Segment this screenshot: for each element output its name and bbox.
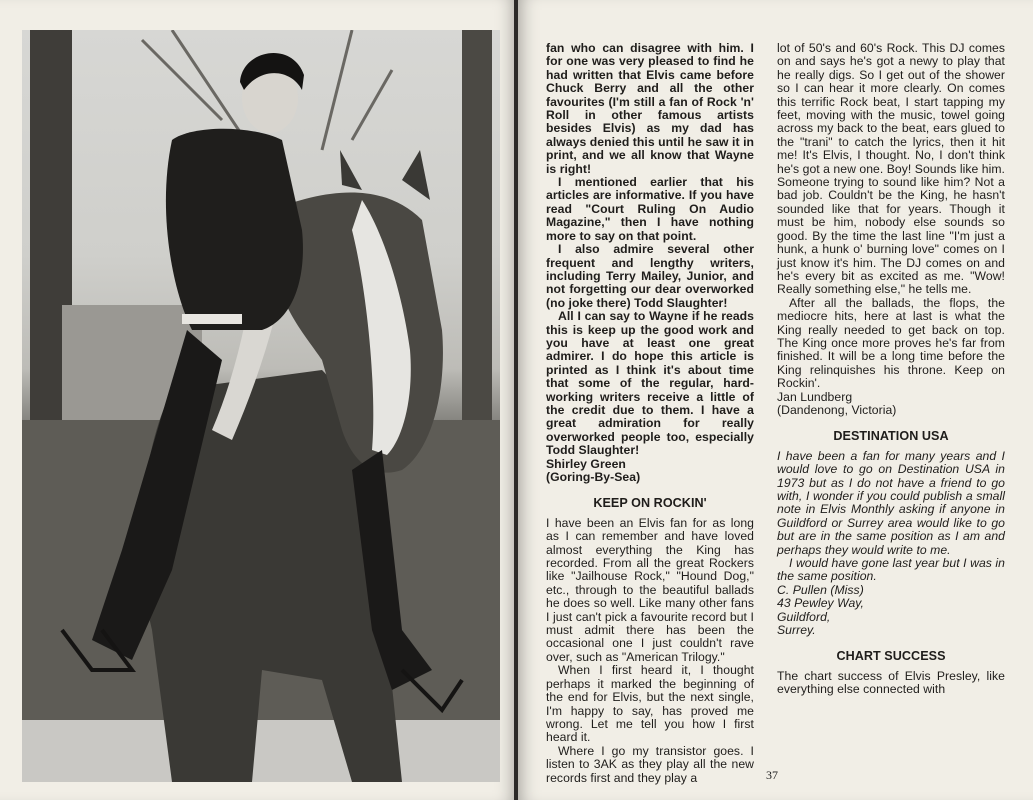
- col1-para-2: I mentioned earlier that his articles are informative. If you have read "Court Ruling On Audio Magazine," then I have nothing more to say on that point.: [546, 175, 754, 243]
- text-column-2: [777, 42, 1005, 697]
- col2-sig2-line-2: 43 Pewley Way,: [777, 596, 864, 611]
- col2-sig2-line-4: Surrey.: [777, 623, 816, 638]
- man-on-horse-photo: [22, 30, 500, 782]
- col1-para-5: I have been an Elvis fan for as long as I can remember and have loved almost everything the King has recorded. From all the great Rockers like "Jailhouse Rock," "Hound Dog," etc., through to the beautiful ballads he does so well. Like many other fans I just can't pick a favourite record but I must admit there has been the occasional one I just couldn't rave over, such as "American Trilogy.": [546, 515, 754, 664]
- col2-sig2-line-3: Guildford,: [777, 609, 831, 624]
- col1-para-6: When I first heard it, I thought perhaps it marked the beginning of the end for Elvis, but the next single, I'm happy to say, has proved me wrong. Let me tell you how I first heard it.: [546, 663, 754, 745]
- page-number: 37: [766, 768, 778, 782]
- left-page: [0, 0, 516, 800]
- col2-signature-place: (Dandenong, Victoria): [777, 402, 897, 417]
- heading-destination-usa: DESTINATION USA: [833, 429, 949, 444]
- col1-para-7: Where I go my transistor goes. I listen to 3AK as they play all the new records first and they play a: [546, 743, 754, 785]
- col2-para-2: After all the ballads, the flops, the mediocre hits, here at last is what the King really needed to get back on top. The King once more proves he's far from finished. It will be a long time before the King relinquishes his throne. Keep on Rockin'.: [777, 295, 1005, 391]
- col1-signature-place: (Goring-By-Sea): [546, 470, 641, 484]
- col1-para-4: All I can say to Wayne if he reads this is keep up the good work and you have at least one great admirer. I do hope this article is printed as I think it's about time that some of the regular, hard-working writers receive a little of the credit due to them. I have a great admiration for really overworked people too, especially Todd Slaughter!: [546, 309, 754, 458]
- col2-para-3: I have been a fan for many years and I would love to go on Destination USA in 1973 but as I do not have a friend to go with, I wonder if you could publish a small note in Elvis Monthly asking if anyone in Guildford or Surrey area would like to go but are in the same position as I am and perhaps they would write to me.: [777, 448, 1005, 557]
- heading-keep-on-rockin: KEEP ON ROCKIN': [593, 496, 707, 511]
- photo-illustration: [22, 30, 500, 782]
- col1-para-1: fan who can disagree with him. I for one was very pleased to find he had written that Elvis came before Chuck Berry and all the other favourites (I'm still a fan of Rock 'n' Roll in other famous artists besides Elvis) as my dad has always denied this until he saw it in print, and we all know that Wayne is right!: [546, 41, 754, 176]
- rider-jacket: [166, 129, 303, 330]
- col2-signature-name: Jan Lundberg: [777, 389, 853, 404]
- col1-signature-name: Shirley Green: [546, 456, 626, 471]
- col2-sig2-line-1: C. Pullen (Miss): [777, 582, 864, 597]
- col1-para-3: I also admire several other frequent and lengthy writers, including Terry Mailey, Junior, and not forgetting our dear overworked (no joke there) Todd Slaughter!: [546, 242, 754, 310]
- tree-trunk-right: [462, 30, 492, 430]
- heading-chart-success: CHART SUCCESS: [836, 649, 946, 664]
- col2-para-4: I would have gone last year but I was in the same position.: [777, 556, 1005, 584]
- col2-para-5: The chart success of Elvis Presley, like everything else connected with: [777, 668, 1005, 697]
- col2-para-1: lot of 50's and 60's Rock. This DJ comes on and says he's got a newy to play that he really digs. So I get out of the shower so I can hear it more clearly. On comes this terrific Rock beat, I start tapping my feet, moving with the music, towel going across my back to the beat, ears glued to the "trani" to catch the lyrics, then it hit me! It's Elvis, I thought. No, I don't think he's got a new one. Boy! Sounds like him. Someone trying to sound like him? Not a bad job. Couldn't be the King, he hasn't sounded like that for years. Though it must be him, nobody else sounds so good. By the time the last line "I'm just a hunk, a hunk o' burning love" comes on I just know it's him. The DJ comes on and he's every bit as excited as me. "Wow! Really something else," he tells me.: [777, 41, 1005, 297]
- text-column-1: [546, 42, 754, 785]
